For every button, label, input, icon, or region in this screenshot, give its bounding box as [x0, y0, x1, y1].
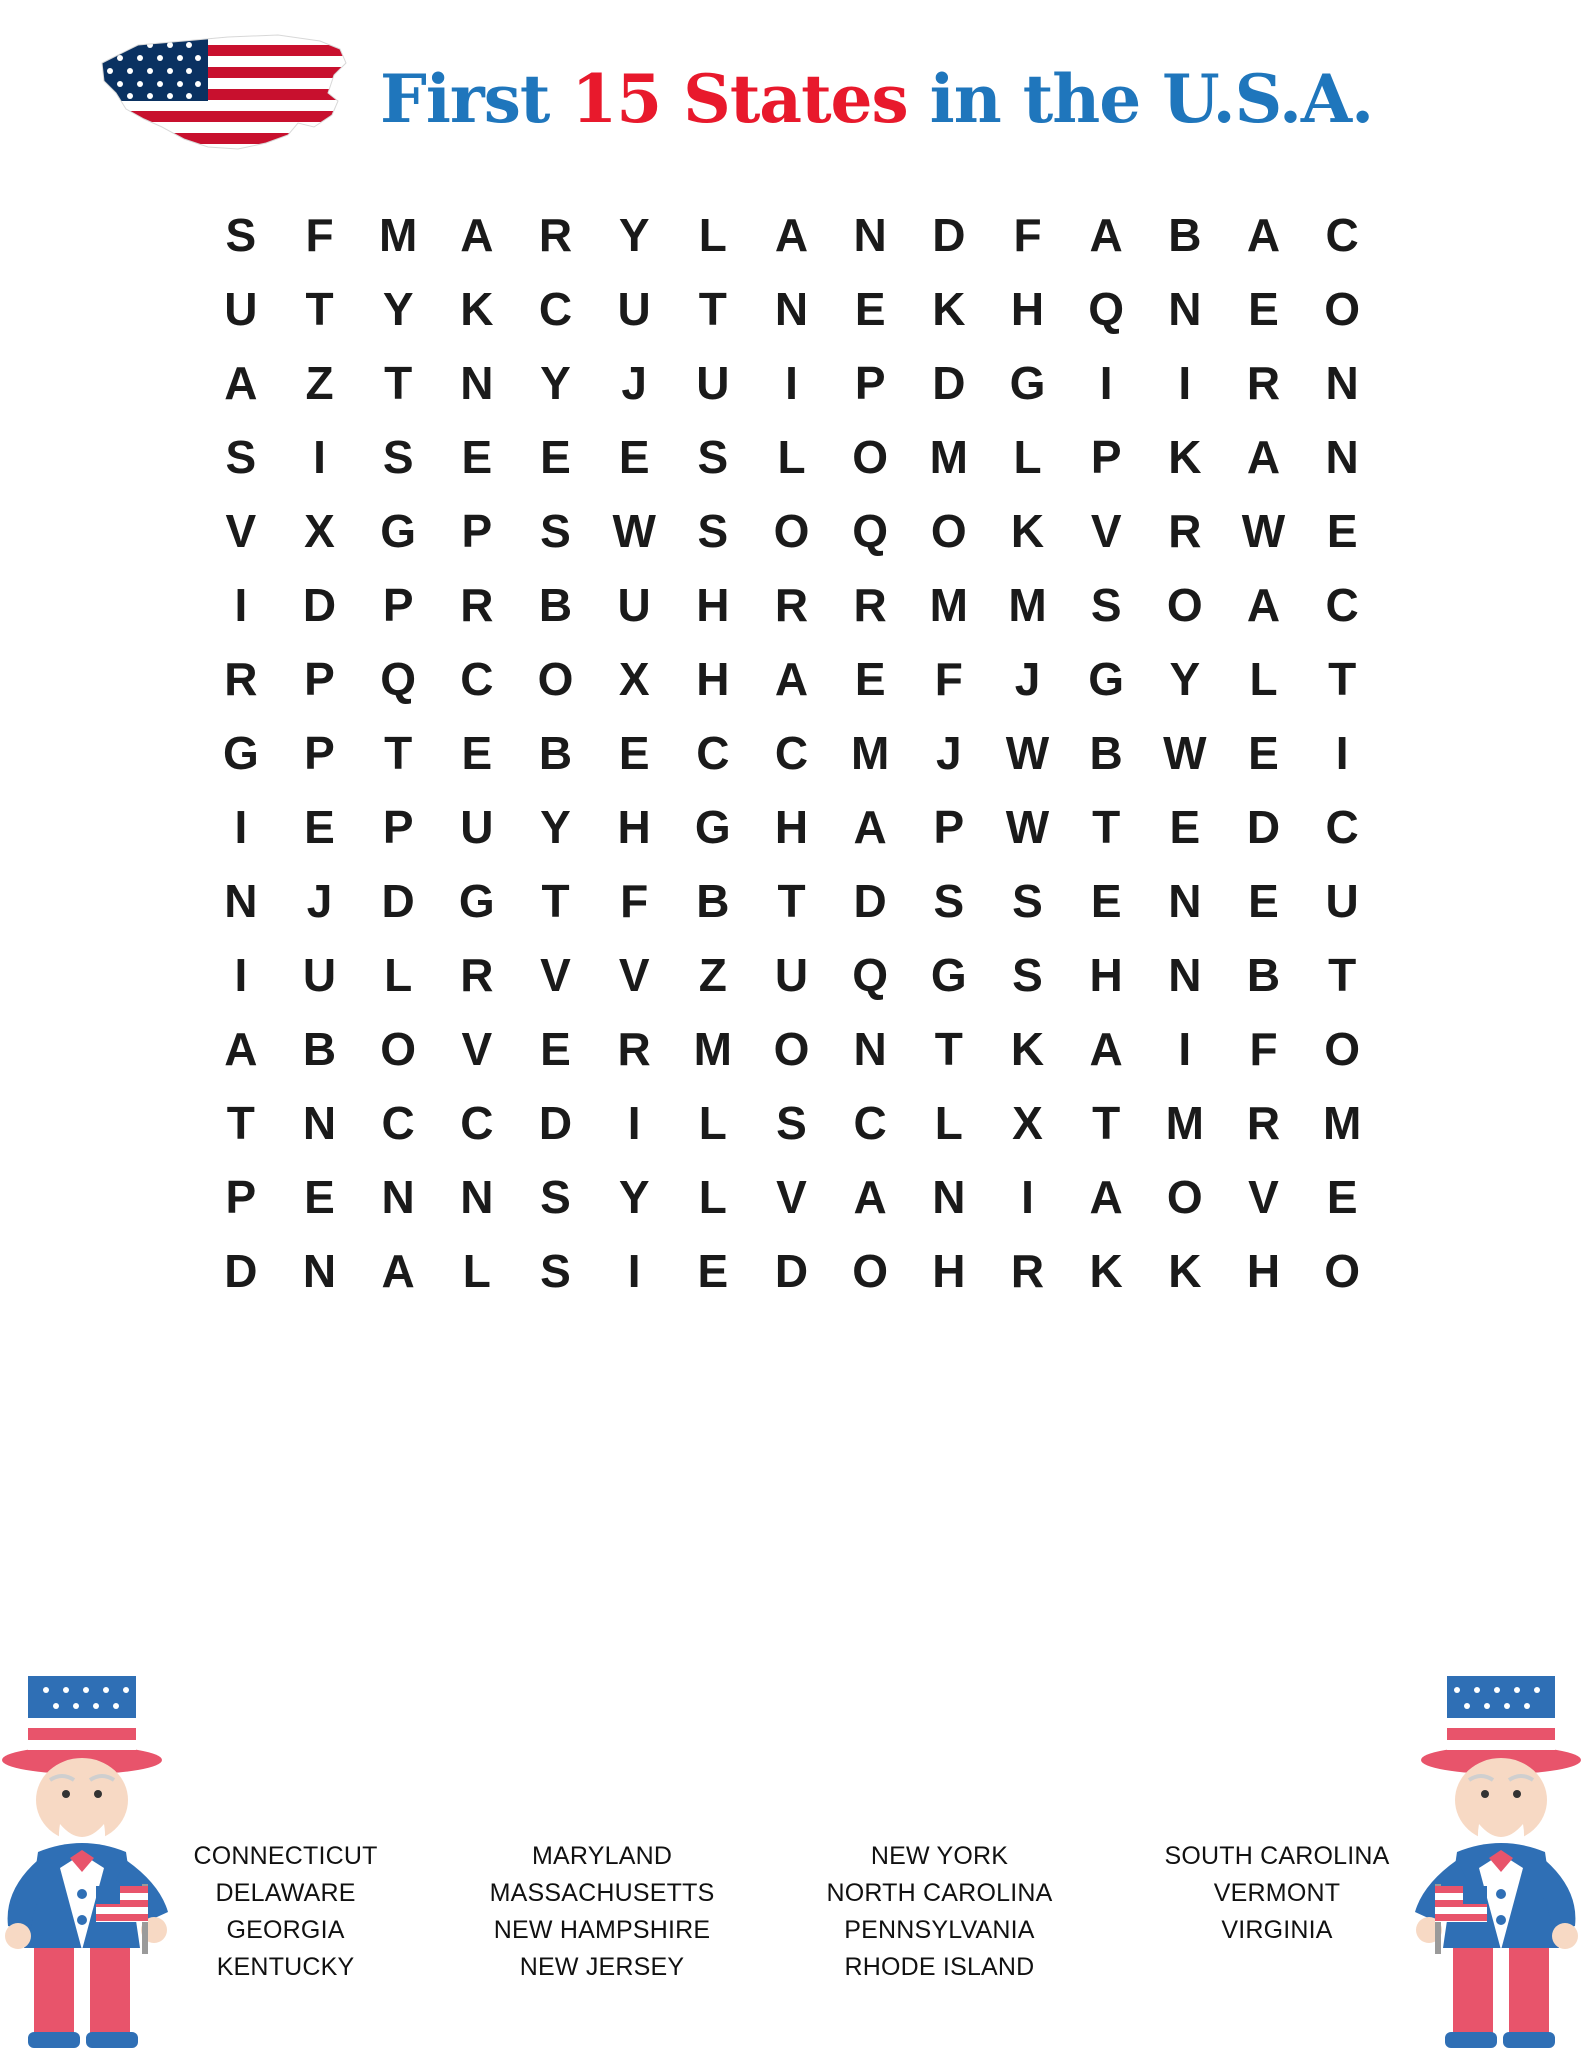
grid-letter: T	[1328, 949, 1357, 1001]
grid-letter: H	[774, 801, 809, 853]
grid-letter: R	[1168, 505, 1202, 557]
grid-letter: C	[381, 1097, 415, 1149]
grid-letter: Y	[1169, 653, 1201, 705]
grid-letter: P	[304, 653, 335, 705]
grid-letter: M	[850, 727, 890, 779]
grid-letter: G	[222, 727, 259, 779]
grid-letter: E	[1326, 505, 1358, 557]
grid-letter: E	[540, 1023, 571, 1075]
grid-letter: Z	[698, 949, 727, 1001]
grid-letter: S	[540, 1245, 571, 1297]
grid-letter: B	[696, 875, 730, 927]
grid-letter: W	[1005, 801, 1050, 853]
grid-letter: A	[1089, 1171, 1123, 1223]
grid-letter: O	[1324, 283, 1361, 335]
grid-letter: E	[697, 1245, 729, 1297]
grid-letter: L	[1013, 431, 1042, 483]
grid-letter: E	[461, 727, 493, 779]
word-list-column	[490, 1838, 715, 1986]
grid-letter: B	[1168, 209, 1202, 261]
grid-letter: Q	[852, 949, 889, 1001]
grid-letter: M	[929, 579, 968, 631]
grid-letter: E	[1326, 1171, 1358, 1223]
grid-letter: T	[384, 727, 413, 779]
word-list-column	[826, 1838, 1052, 1986]
grid-letter: N	[460, 357, 494, 409]
grid-letter: W	[612, 505, 656, 557]
grid-letter: U	[617, 579, 651, 631]
grid-letter: U	[1325, 875, 1359, 927]
grid-letter: H	[1089, 949, 1123, 1001]
grid-letter: I	[627, 1245, 641, 1297]
grid-letter: W	[1005, 727, 1050, 779]
grid-letter: T	[698, 283, 727, 335]
word-list-item: SOUTH CAROLINA	[1164, 1842, 1390, 1870]
grid-letter: A	[853, 1171, 887, 1223]
grid-letter: E	[1248, 727, 1279, 779]
grid-letter: K	[1010, 1023, 1045, 1075]
grid-letter: V	[540, 949, 571, 1001]
grid-letter: S	[933, 875, 965, 927]
page-title-part-2: 15 States	[571, 60, 908, 138]
grid-letter: C	[538, 283, 573, 335]
grid-letter: A	[774, 653, 809, 705]
grid-letter: R	[224, 653, 258, 705]
grid-letter: I	[785, 357, 798, 409]
grid-letter: H	[617, 801, 651, 853]
grid-letter: S	[697, 505, 729, 557]
page-title	[380, 60, 1374, 138]
word-list-item: KENTUCKY	[216, 1953, 355, 1981]
grid-letter: C	[1325, 209, 1359, 261]
word-search-grid	[202, 208, 1382, 1298]
grid-letter: U	[302, 949, 337, 1001]
grid-letter: H	[932, 1245, 966, 1297]
grid-letter: C	[696, 727, 730, 779]
grid-letter: F	[620, 875, 649, 927]
grid-letter: P	[382, 801, 414, 853]
grid-letter: S	[540, 1171, 571, 1223]
grid-letter: N	[1168, 875, 1202, 927]
grid-letter: O	[380, 1023, 417, 1075]
grid-letter: E	[1090, 875, 1122, 927]
grid-letter: P	[382, 579, 414, 631]
grid-letter: O	[930, 505, 967, 557]
grid-letter: H	[696, 579, 730, 631]
grid-letter: T	[777, 875, 806, 927]
grid-letter: O	[773, 1023, 810, 1075]
grid-letter: A	[1246, 579, 1281, 631]
grid-letter: Y	[540, 357, 571, 409]
grid-letter: W	[1241, 505, 1286, 557]
grid-letter: J	[621, 357, 647, 409]
grid-letter: N	[932, 1171, 966, 1223]
grid-letter: U	[224, 283, 258, 335]
grid-letter: R	[1246, 357, 1281, 409]
grid-letter: A	[1089, 209, 1123, 261]
grid-letter: G	[1009, 357, 1046, 409]
grid-letter: A	[460, 209, 494, 261]
grid-letter: I	[1178, 357, 1192, 409]
grid-letter: I	[1099, 357, 1113, 409]
grid-letter: E	[618, 431, 650, 483]
grid-letter: N	[853, 1023, 887, 1075]
grid-letter: V	[225, 505, 257, 557]
grid-letter: R	[1010, 1245, 1045, 1297]
grid-letter: J	[1014, 653, 1041, 705]
grid-letter: Y	[382, 283, 414, 335]
grid-letter: X	[1012, 1097, 1043, 1149]
word-list-item: NEW YORK	[870, 1842, 1009, 1870]
grid-letter: S	[540, 505, 571, 557]
grid-letter: T	[226, 1097, 255, 1149]
grid-letter: L	[384, 949, 413, 1001]
grid-letter: Y	[618, 1171, 650, 1223]
grid-letter: A	[774, 209, 809, 261]
grid-letter: B	[302, 1023, 337, 1075]
grid-letter: I	[627, 1097, 641, 1149]
grid-letter: G	[380, 505, 417, 557]
grid-letter: B	[538, 579, 573, 631]
page-header	[0, 0, 1583, 190]
grid-letter: P	[1090, 431, 1122, 483]
grid-letter: F	[305, 209, 334, 261]
grid-letter: O	[1166, 579, 1203, 631]
grid-letter: A	[224, 1023, 258, 1075]
grid-letter: I	[234, 579, 248, 631]
grid-letter: V	[1090, 505, 1122, 557]
grid-letter: S	[776, 1097, 807, 1149]
grid-letter: G	[1088, 653, 1125, 705]
grid-letter: U	[774, 949, 809, 1001]
grid-letter: P	[461, 505, 493, 557]
grid-letter: D	[932, 357, 966, 409]
grid-letter: S	[1012, 875, 1043, 927]
grid-letter: X	[618, 653, 650, 705]
grid-letter: D	[302, 579, 337, 631]
grid-letter: B	[1246, 949, 1281, 1001]
grid-letter: D	[853, 875, 887, 927]
grid-letter: G	[694, 801, 731, 853]
word-list-item: GEORGIA	[226, 1916, 345, 1944]
grid-letter: A	[1246, 431, 1281, 483]
grid-letter: A	[1246, 209, 1281, 261]
grid-letter: D	[932, 209, 966, 261]
grid-letter: G	[458, 875, 495, 927]
word-list-item: NORTH CAROLINA	[826, 1879, 1053, 1907]
grid-letter: C	[460, 1097, 494, 1149]
grid-letter: L	[1249, 653, 1278, 705]
grid-letter: E	[304, 1171, 335, 1223]
grid-letter: S	[225, 431, 257, 483]
grid-letter: E	[304, 801, 335, 853]
grid-letter: T	[384, 357, 413, 409]
grid-letter: E	[854, 653, 886, 705]
grid-letter: Q	[852, 505, 889, 557]
grid-letter: E	[1169, 801, 1201, 853]
grid-letter: N	[224, 875, 258, 927]
word-list-item: MASSACHUSETTS	[489, 1879, 715, 1907]
grid-letter: V	[461, 1023, 493, 1075]
grid-letter: V	[776, 1171, 807, 1223]
grid-letter: L	[462, 1245, 491, 1297]
word-list-column	[1164, 1838, 1389, 1986]
grid-letter: F	[1013, 209, 1042, 261]
grid-letter: X	[304, 505, 335, 557]
grid-letter: E	[540, 431, 571, 483]
grid-letter: U	[696, 357, 730, 409]
grid-letter: W	[1163, 727, 1207, 779]
grid-letter: M	[1165, 1097, 1204, 1149]
grid-letter: D	[224, 1245, 258, 1297]
grid-letter: U	[617, 283, 651, 335]
page-title-part-1: First	[380, 60, 572, 138]
grid-letter: L	[777, 431, 806, 483]
grid-letter: R	[774, 579, 809, 631]
grid-letter: F	[1249, 1023, 1278, 1075]
grid-letter: N	[302, 1097, 337, 1149]
grid-letter: D	[538, 1097, 573, 1149]
grid-letter: H	[1246, 1245, 1281, 1297]
grid-letter: A	[224, 357, 258, 409]
word-list-item: CONNECTICUT	[193, 1842, 378, 1870]
grid-letter: U	[460, 801, 494, 853]
uncle-sam-left-icon	[0, 1648, 200, 2048]
grid-letter: B	[1089, 727, 1123, 779]
grid-letter: C	[1325, 801, 1359, 853]
grid-letter: T	[934, 1023, 963, 1075]
grid-letter: Q	[1088, 283, 1125, 335]
grid-letter: E	[461, 431, 493, 483]
grid-letter: C	[774, 727, 809, 779]
grid-letter: L	[934, 1097, 963, 1149]
grid-letter: R	[617, 1023, 651, 1075]
grid-letter: Y	[540, 801, 571, 853]
grid-letter: M	[1322, 1097, 1362, 1149]
grid-letter: P	[304, 727, 335, 779]
grid-letter: N	[460, 1171, 494, 1223]
word-list-column	[193, 1838, 377, 1986]
grid-letter: C	[853, 1097, 887, 1149]
grid-letter: I	[1178, 1023, 1192, 1075]
grid-letter: M	[378, 209, 418, 261]
grid-letter: A	[381, 1245, 415, 1297]
grid-letter: R	[460, 579, 494, 631]
grid-letter: I	[313, 431, 326, 483]
grid-letter: M	[1008, 579, 1047, 631]
grid-letter: S	[697, 431, 729, 483]
grid-letter: K	[1168, 1245, 1202, 1297]
grid-letter: R	[853, 579, 887, 631]
word-list	[0, 1838, 1583, 1986]
uncle-sam-right-icon	[1383, 1648, 1583, 2048]
grid-letter: T	[541, 875, 570, 927]
grid-letter: D	[381, 875, 415, 927]
grid-letter: O	[1324, 1245, 1361, 1297]
grid-letter: E	[854, 283, 886, 335]
word-list-item: MARYLAND	[532, 1842, 673, 1870]
grid-letter: O	[852, 1245, 889, 1297]
grid-letter: O	[1324, 1023, 1361, 1075]
grid-letter: O	[537, 653, 574, 705]
grid-letter: I	[234, 949, 248, 1001]
grid-letter: K	[932, 283, 966, 335]
grid-letter: I	[1335, 727, 1349, 779]
grid-letter: S	[382, 431, 414, 483]
grid-letter: S	[1012, 949, 1043, 1001]
grid-letter: K	[460, 283, 494, 335]
grid-letter: E	[1248, 283, 1279, 335]
grid-letter: L	[698, 209, 727, 261]
grid-letter: N	[1168, 283, 1202, 335]
grid-letter: Q	[380, 653, 417, 705]
grid-letter: N	[1168, 949, 1202, 1001]
grid-letter: P	[225, 1171, 257, 1223]
grid-letter: C	[1325, 579, 1359, 631]
word-list-item: NEW HAMPSHIRE	[493, 1916, 711, 1944]
grid-letter: L	[698, 1097, 727, 1149]
grid-letter: J	[306, 875, 333, 927]
grid-letter: N	[853, 209, 887, 261]
grid-letter: N	[381, 1171, 415, 1223]
grid-letter: T	[305, 283, 334, 335]
grid-letter: D	[774, 1245, 809, 1297]
grid-letter: V	[618, 949, 650, 1001]
word-list-item: PENNSYLVANIA	[844, 1916, 1035, 1944]
word-list-item: RHODE ISLAND	[844, 1953, 1035, 1981]
grid-letter: N	[774, 283, 809, 335]
grid-letter: M	[693, 1023, 732, 1075]
word-list-item: NEW JERSEY	[519, 1953, 685, 1981]
grid-letter: B	[538, 727, 573, 779]
word-list-item: DELAWARE	[215, 1879, 356, 1907]
grid-letter: N	[302, 1245, 337, 1297]
grid-letter: E	[1248, 875, 1279, 927]
word-list-item: VIRGINIA	[1221, 1916, 1333, 1944]
grid-letter: F	[934, 653, 963, 705]
grid-letter: P	[933, 801, 965, 853]
grid-letter: D	[1246, 801, 1281, 853]
grid-letter: R	[460, 949, 494, 1001]
grid-letter: O	[1166, 1171, 1203, 1223]
grid-letter: K	[1089, 1245, 1123, 1297]
grid-letter: T	[1092, 801, 1121, 853]
grid-letter: L	[698, 1171, 727, 1223]
grid-letter: C	[460, 653, 494, 705]
grid-letter: K	[1168, 431, 1202, 483]
grid-letter: P	[854, 357, 886, 409]
grid-letter: A	[853, 801, 887, 853]
grid-letter: Z	[305, 357, 334, 409]
grid-letter: T	[1092, 1097, 1121, 1149]
grid-letter: I	[234, 801, 248, 853]
grid-letter: M	[929, 431, 968, 483]
grid-letter: R	[538, 209, 573, 261]
grid-letter: T	[1328, 653, 1357, 705]
grid-letter: H	[1010, 283, 1045, 335]
grid-letter: H	[696, 653, 730, 705]
page-title-part-3: in the U.S.A.	[907, 60, 1374, 138]
grid-letter: O	[773, 505, 810, 557]
grid-letter: Y	[618, 209, 650, 261]
grid-letter: G	[930, 949, 967, 1001]
grid-letter: R	[1246, 1097, 1281, 1149]
grid-letter: V	[1248, 1171, 1279, 1223]
grid-letter: J	[936, 727, 962, 779]
grid-letter: A	[1089, 1023, 1123, 1075]
grid-letter: N	[1325, 431, 1359, 483]
grid-letter: O	[852, 431, 889, 483]
grid-letter: K	[1010, 505, 1045, 557]
grid-letter: I	[1021, 1171, 1034, 1223]
grid-letter: S	[225, 209, 257, 261]
word-list-item: VERMONT	[1213, 1879, 1341, 1907]
usa-flag-map-icon	[88, 23, 358, 173]
grid-letter: E	[618, 727, 650, 779]
grid-letter: N	[1325, 357, 1359, 409]
grid-letter: S	[1090, 579, 1122, 631]
